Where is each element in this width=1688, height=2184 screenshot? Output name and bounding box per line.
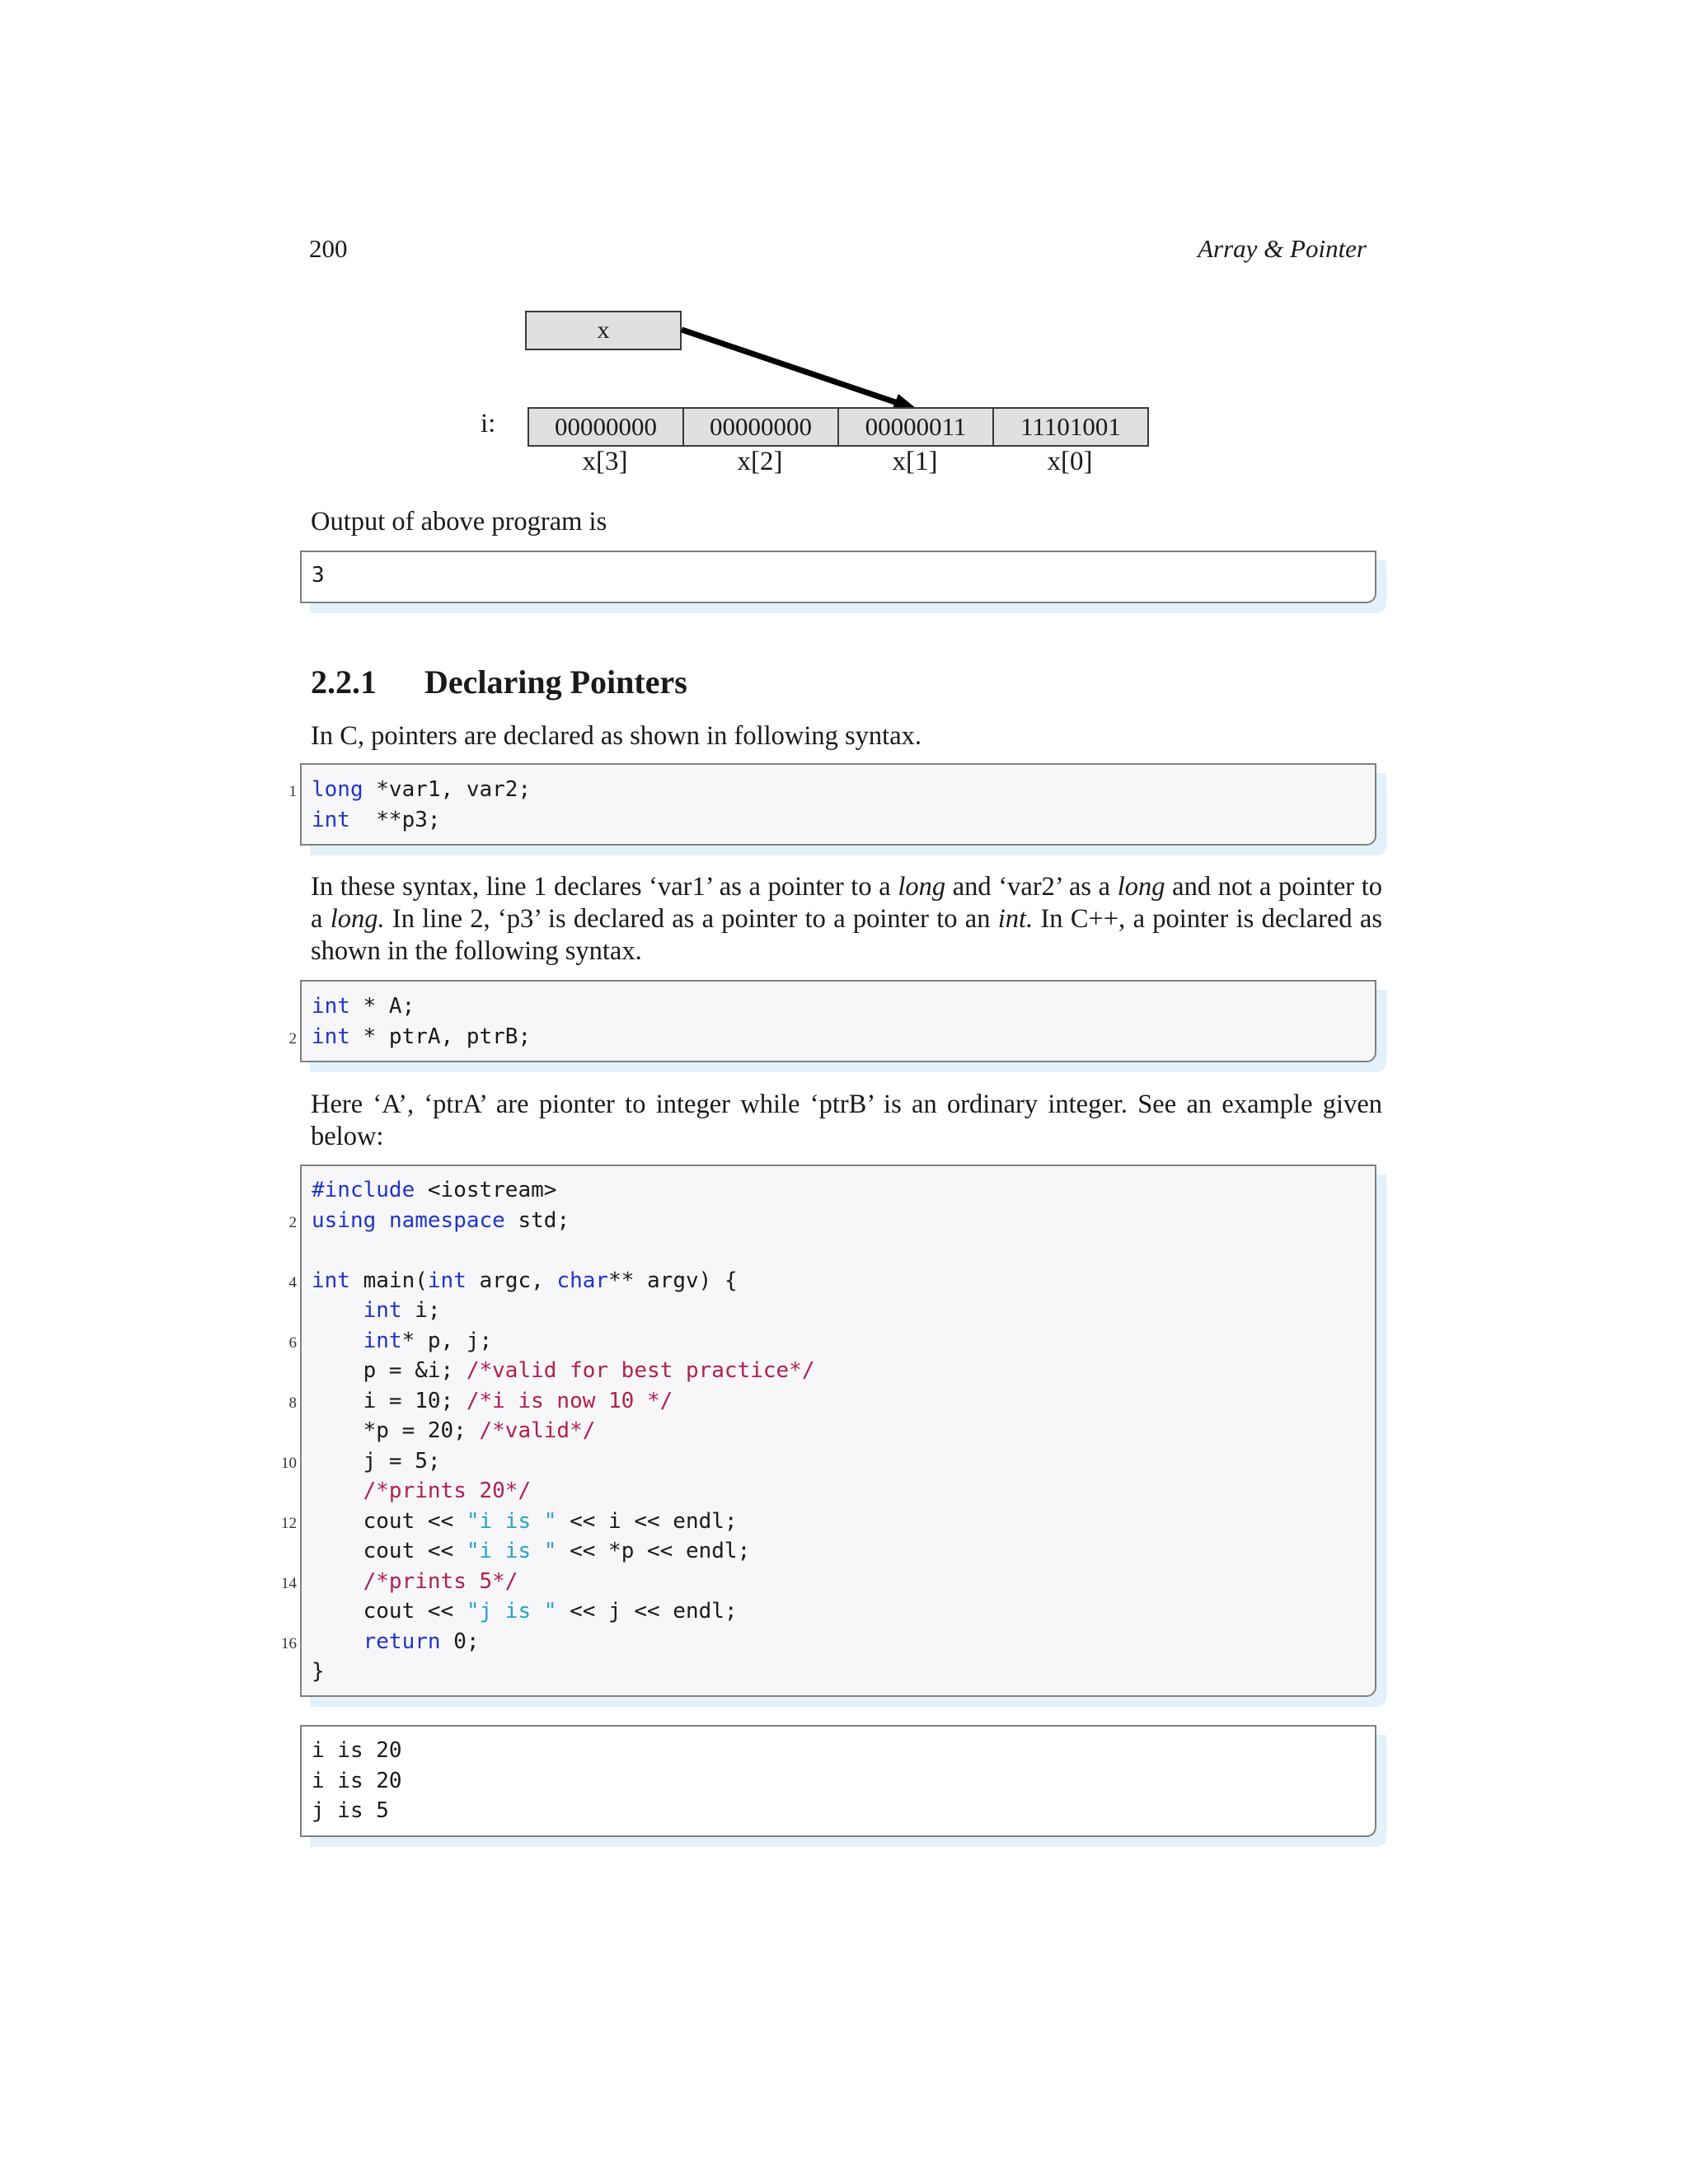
paragraph: Here ‘A’, ‘ptrA’ are pionter to integer while ‘ptrB’ is an ordinary integer. See an example given below: bbox=[311, 1090, 1382, 1151]
cell-index: x[1] bbox=[892, 447, 938, 476]
cell-index: x[3] bbox=[582, 447, 628, 476]
section-number: 2.2.1 bbox=[311, 663, 377, 701]
code-lines: int * A; int * ptrA, ptrB; bbox=[312, 994, 532, 1049]
output-box bbox=[300, 551, 1376, 603]
code-lines: #include <iostream> using namespace std; int main(int argc, char** argv) { int i; int* p, j; p = &i; /*valid for best practice*/ i = 10; /*i is now 10 */ *p = 20; /*valid*/ j = 5; /*prints 20*/ cout << "i is " << i << endl; cout << "i is " << *p << endl; /*prints 5*/ cout << "j is " << j << endl; return 0; } bbox=[312, 1178, 815, 1684]
row-label-i: i: bbox=[481, 409, 496, 438]
cell-index: x[2] bbox=[737, 447, 783, 476]
output-lines: i is 20 i is 20 j is 5 bbox=[312, 1738, 402, 1823]
memory-cell: 00000011 bbox=[837, 407, 994, 447]
paragraph: In these syntax, line 1 declares ‘var1’ as a pointer to a long and ‘var2’ as a long and not a pointer to a long. In line 2, ‘p3’ is declared as a pointer to a pointer to an int. In C++, a pointer is declared as shown in the following syntax. bbox=[311, 872, 1382, 966]
page-number: 200 bbox=[309, 234, 348, 263]
section-heading bbox=[311, 663, 687, 701]
memory-cell: 11101001 bbox=[992, 407, 1149, 447]
paragraph: In C, pointers are declared as shown in following syntax. bbox=[311, 721, 922, 751]
line-number: 1 bbox=[288, 783, 297, 800]
output-text: 3 bbox=[312, 563, 325, 588]
memory-cell: 00000000 bbox=[682, 407, 839, 447]
output-box bbox=[300, 1725, 1376, 1837]
line-number: 2 bbox=[288, 1030, 297, 1047]
output-intro: Output of above program is bbox=[311, 507, 607, 537]
section-title: Declaring Pointers bbox=[424, 663, 687, 701]
code-lines: long *var1, var2; int **p3; bbox=[312, 777, 532, 832]
pointer-x-box: x bbox=[525, 311, 682, 350]
running-title: Array & Pointer bbox=[1198, 234, 1367, 263]
memory-cell: 00000000 bbox=[528, 407, 684, 447]
cell-index: x[0] bbox=[1047, 447, 1093, 476]
